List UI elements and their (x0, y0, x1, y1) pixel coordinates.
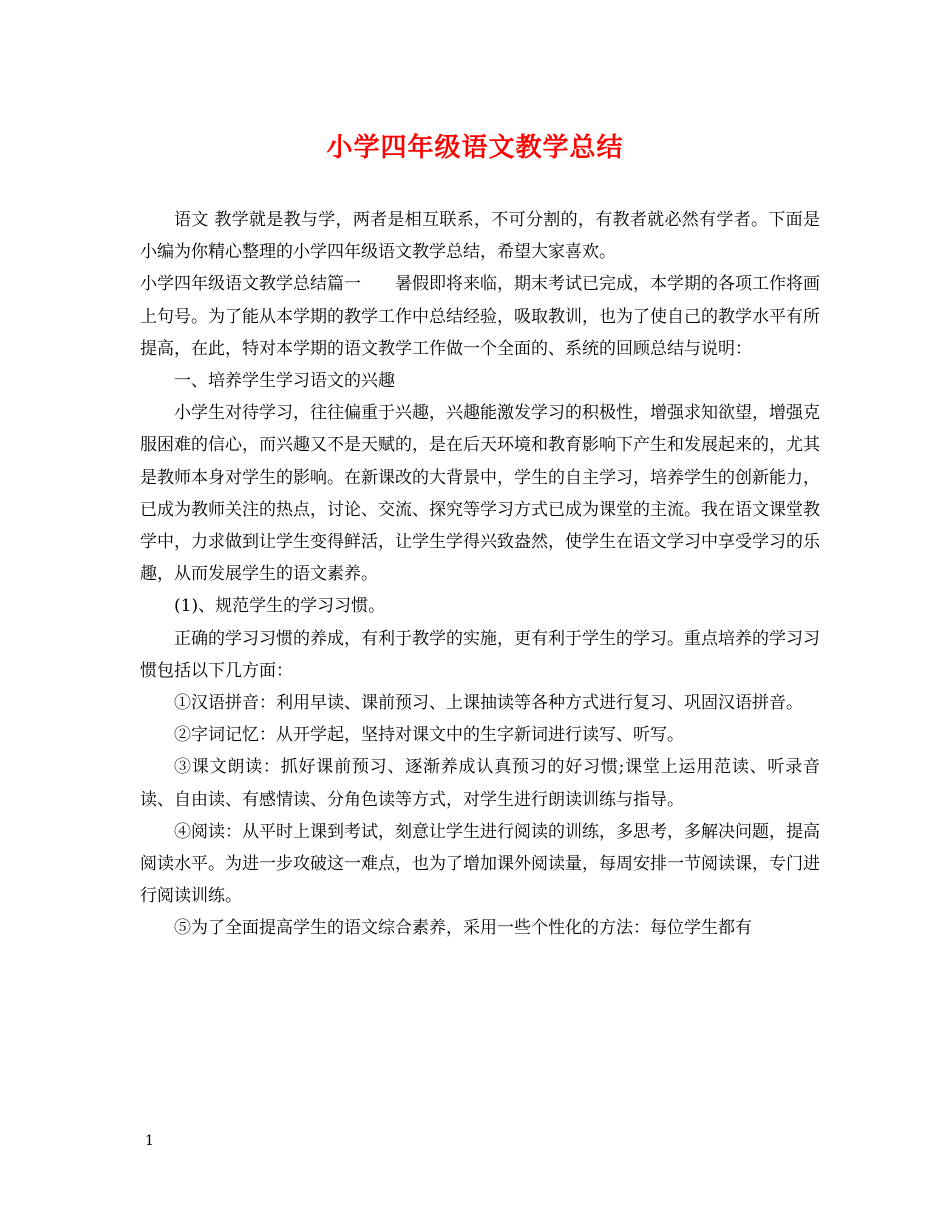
document-body (140, 204, 820, 945)
paragraph-intro: 语文 教学就是教与学，两者是相互联系，不可分割的，有教者就必然有学者。下面是小编为你精心整理的小学四年级语文教学总结，希望大家喜欢。 (140, 210, 820, 263)
heading-interest: 一、培养学生学习语文的兴趣 (174, 371, 395, 392)
heading-habits: (1)、规范学生的学习习惯。 (174, 596, 386, 617)
list-item-reading: ④阅读：从平时上课到考试，刻意让学生进行阅读的训练，多思考，多解决问题，提高阅读水平。为进一步攻破这一难点，也为了增加课外阅读量，每周安排一节阅读课，专门进行阅读训练。 (140, 821, 820, 907)
paragraph-habits: 正确的学习习惯的养成，有利于教学的实施，更有利于学生的学习。重点培养的学习习惯包括以下几方面： (140, 628, 820, 681)
list-item-pinyin: ①汉语拼音：利用早读、课前预习、上课抽读等各种方式进行复习、巩固汉语拼音。 (174, 693, 803, 714)
page-number: 1 (145, 1133, 154, 1149)
document-title: 小学四年级语文教学总结 (326, 133, 624, 163)
paragraph-interest: 小学生对待学习，往往偏重于兴趣，兴趣能激发学习的积极性，增强求知欲望，增强克服困难的信心，而兴趣又不是天赋的，是在后天环境和教育影响下产生和发展起来的，尤其是教师本身对学生的影响。在新课改的大背景中，学生的自主学习，培养学生的创新能力，已成为教师关注的热点，讨论、交流、探究等学习方式已成为课堂的主流。我在语文课堂教学中，力求做到让学生变得鲜活，让学生学得兴致盎然，使学生在语文学习中享受学习的乐趣，从而发展学生的语文素养。 (140, 403, 820, 585)
paragraph-section-one: 小学四年级语文教学总结篇一 暑假即将来临，期末考试已完成，本学期的各项工作将画上句号。为了能从本学期的教学工作中总结经验，吸取教训，也为了使自己的教学水平有所提高，在此，特对本学期的语文教学工作做一个全面的、系统的回顾总结与说明： (140, 274, 820, 359)
list-item-reading-aloud: ③课文朗读：抓好课前预习、逐渐养成认真预习的好习惯;课堂上运用范读、听录音读、自由读、有感情读、分角色读等方式，对学生进行朗读训练与指导。 (140, 757, 820, 810)
list-item-literacy: ⑤为了全面提高学生的语文综合素养，采用一些个性化的方法：每位学生都有 (174, 918, 752, 939)
list-item-vocabulary: ②字词记忆：从开学起，坚持对课文中的生字新词进行读写、听写。 (174, 725, 684, 746)
